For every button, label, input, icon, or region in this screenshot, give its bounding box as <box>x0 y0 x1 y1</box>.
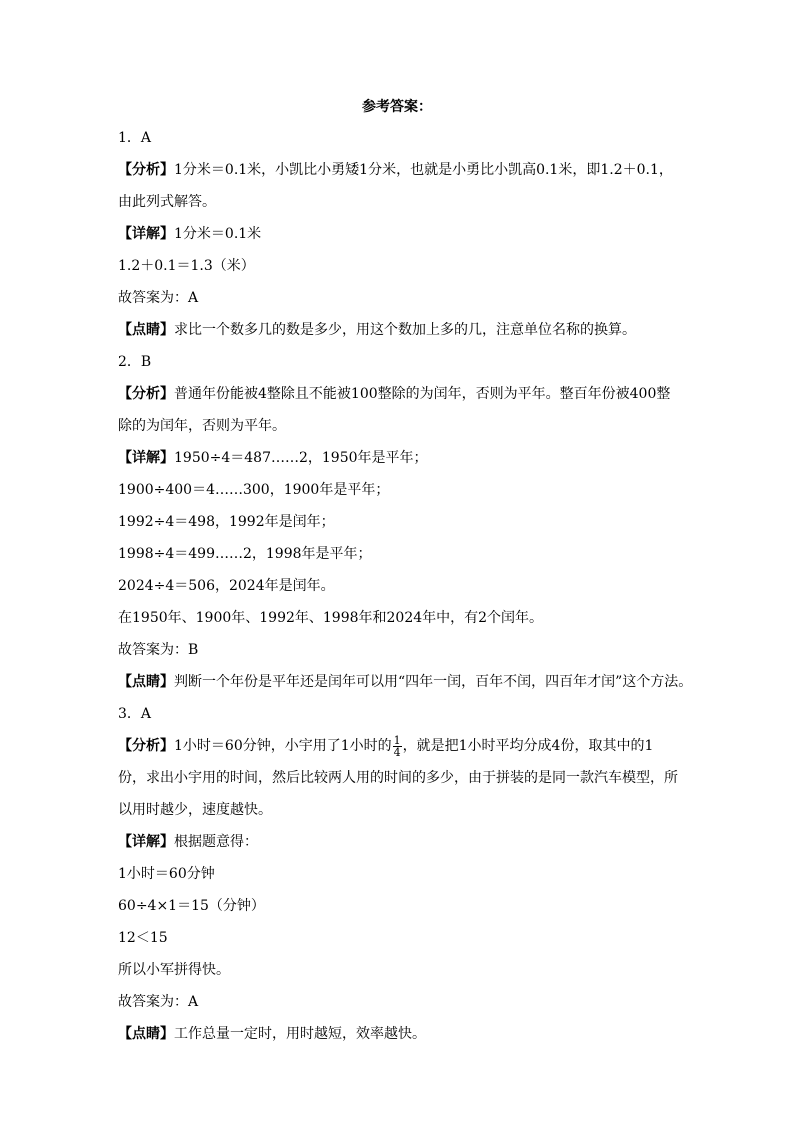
detail-tag: 【详解】 <box>118 834 174 850</box>
q2-number: 2．B <box>118 354 152 370</box>
q3-detail-cont: 60÷4×1＝15（分钟） <box>118 898 265 914</box>
q2-analysis-text: 普通年份能被4整除且不能被100整除的为闰年，否则为平年。整百年份被400整 <box>174 386 671 402</box>
fraction-denominator: 4 <box>393 745 401 759</box>
fraction-numerator: 1 <box>393 733 401 747</box>
detail-tag: 【详解】 <box>118 226 174 242</box>
q3-detail-text: 根据题意得： <box>174 834 258 850</box>
q3-analysis-cont: 份，求出小宇用的时间，然后比较两人用的时间的多少，由于拼装的是同一款汽车模型，所 <box>118 770 678 786</box>
analysis-tag: 【分析】 <box>118 738 174 754</box>
q2-tip-text: 判断一个年份是平年还是闰年可以用“四年一闰，百年不闰，四百年才闰”这个方法。 <box>174 674 693 690</box>
tip-tag: 【点睛】 <box>118 322 174 338</box>
detail-tag: 【详解】 <box>118 450 174 466</box>
q3-analysis-text: 1小时＝60分钟，小宇用了1小时的 <box>174 738 392 754</box>
q3-number: 3．A <box>118 706 152 722</box>
q3-analysis-text: ，就是把1小时平均分成4份，取其中的1 <box>402 738 654 754</box>
q1-detail-cont: 1.2＋0.1＝1.3（米） <box>118 258 255 274</box>
page-title: 参考答案： <box>362 99 432 115</box>
q2-analysis-line <box>118 378 690 410</box>
analysis-tag: 【分析】 <box>118 386 174 402</box>
q3-answer: 故答案为：A <box>118 994 199 1010</box>
q2-detail-line <box>118 442 690 474</box>
q3-detail-cont: 12＜15 <box>118 930 168 946</box>
q2-answer: 故答案为：B <box>118 642 199 658</box>
q3-analysis-line <box>118 730 690 762</box>
q3-tip-line <box>118 1018 690 1050</box>
analysis-tag: 【分析】 <box>118 162 174 178</box>
q3-detail-line <box>118 826 690 858</box>
q1-tip-text: 求比一个数多几的数是多少，用这个数加上多的几，注意单位名称的换算。 <box>174 322 636 338</box>
q1-analysis-text: 1分米＝0.1米，小凯比小勇矮1分米，也就是小勇比小凯高0.1米，即1.2＋0.1， <box>174 162 673 178</box>
q1-answer: 故答案为：A <box>118 290 199 306</box>
q2-detail-cont: 在1950年、1900年、1992年、1998年和2024年中，有2个闰年。 <box>118 610 544 626</box>
q3-tip-text: 工作总量一定时，用时越短，效率越快。 <box>174 1026 426 1042</box>
q1-number: 1．A <box>118 130 152 146</box>
fraction-one-quarter <box>393 735 402 758</box>
q1-tip-line <box>118 314 690 346</box>
tip-tag: 【点睛】 <box>118 1026 174 1042</box>
q1-detail-text: 1分米＝0.1米 <box>174 226 262 242</box>
q1-analysis-line <box>118 154 690 186</box>
q3-analysis-cont: 以用时越少，速度越快。 <box>118 802 272 818</box>
tip-tag: 【点睛】 <box>118 674 174 690</box>
q1-analysis-cont: 由此列式解答。 <box>118 194 216 210</box>
q2-analysis-cont: 除的为闰年，否则为平年。 <box>118 418 286 434</box>
q2-detail-cont: 1998÷4＝499……2，1998年是平年； <box>118 546 372 562</box>
q2-detail-cont: 1992÷4＝498，1992年是闰年； <box>118 514 335 530</box>
q3-detail-cont: 所以小军拼得快。 <box>118 962 230 978</box>
q3-detail-cont: 1小时＝60分钟 <box>118 866 215 882</box>
answer-content <box>118 122 693 1050</box>
q2-detail-text: 1950÷4＝487……2，1950年是平年； <box>174 450 428 466</box>
q2-tip-line <box>118 666 693 698</box>
q1-detail-line <box>118 218 690 250</box>
q2-detail-cont: 2024÷4＝506，2024年是闰年。 <box>118 578 335 594</box>
q2-detail-cont: 1900÷400＝4……300，1900年是平年； <box>118 482 390 498</box>
